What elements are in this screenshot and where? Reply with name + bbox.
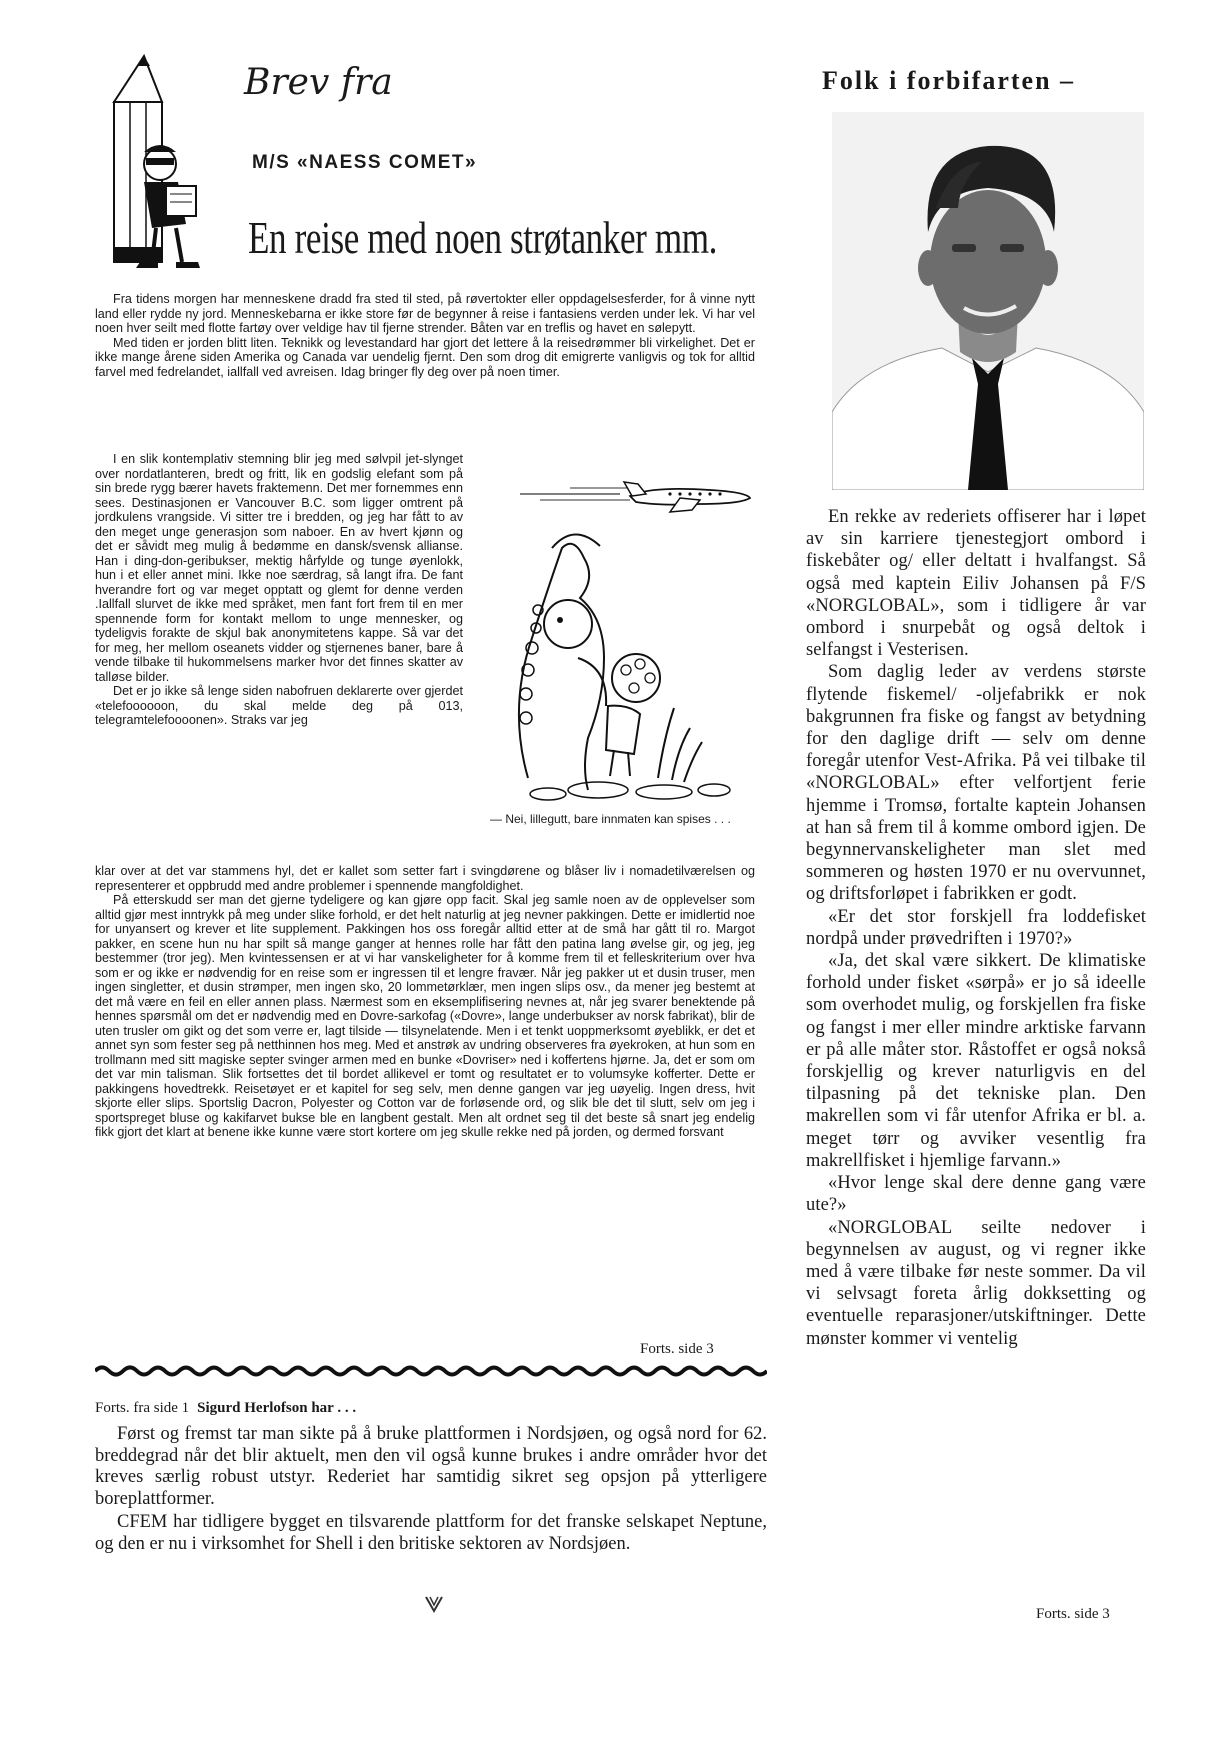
continuation-byline: [95, 1400, 356, 1417]
column-title: Folk i forbifarten –: [822, 66, 1076, 95]
body-paragraph: På etterskudd ser man det gjerne tydeligere og kan gjøre opp facit. Skal jeg samle noen av de opplevelser som alltid gjør mest inntrykk på meg under slike forhold, er det helt naturlig at jeg nevner pakkingen. Dette er imidlertid noe for unyansert og krever et lite supplement. Pakkingen hos oss foregår alltid etter at de små har gått til ro. Margot pakker, en scene hun nu har spilt så mange ganger at hennes rolle har fått den patina lang øvelse gir, og jeg, jeg bestemmer (tror jeg). Men kvintessensen er at vi har vanskeligheter for å komme frem til et felleskriterium over hva som er og ikke er nødvendig for en reise som er ingressen til et lengre fravær. Når jeg pakker ut et dusin truser, men ingen singletter, et dusin strømper, men ingen sko, 20 lommetørklær, men ingen slips osv., da mener jeg bestemt at det må være en feil en eller annen plass. Nærmest som en eksemplifisering nevnes at, når jeg svarer benektende på hennes spørsmål om det er nødvendig med en Dovre-sarkofag («Dovre», lange underbukser av norsk fabrikat), blir de uten trusler om gikt og det som verre er, lagt tilside — tilsynelatende. Men i et tenkt uoppmerksomt øyeblikk, er det et annet syn som fester seg på netthinnen hos meg. Med et anstrøk av undring observeres fra øyekroken, at hun som en trollmann med sitt magiske septer svinger armen med en bunke «Dovriser» ned i koffertens hjørne. Ja, det er som om det var min talisman. Slik fortsettes det til bordet allikevel er tomt og resultatet er to volumsyke kofferter. Dette er pakkingens hovedtrekk. Reisetøyet er et kapitel for seg selv, men denne gangen var jeg uøyelig. Ingen dress, hvit skjorte eller slips. Sportslig Dacron, Polyester og Cotton var de forløsende ord, og slik ble det til slutt, selv om jeg i sportspreget bluse og kakifarvet bukse ble en langbent gestalt. Men alt ordnet seg til det beste så snart jeg endelig fikk gjort det klart at benene ikke kunne være stort kortere om jeg skulle rekke ned på jorden, og dermed forsvant: [95, 893, 755, 1139]
byline-title: Sigurd Herlofson har . . .: [197, 1400, 357, 1416]
article-headline: En reise med noen strøtanker mm.: [248, 213, 718, 263]
byline-prefix: Forts. fra side 1: [95, 1400, 190, 1416]
right-paragraph: «Hvor lenge skal dere denne gang være ute?»: [806, 1173, 1146, 1216]
mother-child-cartoon: [488, 528, 750, 808]
body-paragraph: Det er jo ikke så lenge siden nabofruen deklarerte over gjerdet «telefoooooon, du skal melde deg på 013, telegramtelefoooonen». Straks var jeg: [95, 684, 463, 727]
ship-name: M/S «NAESS COMET»: [252, 152, 478, 173]
intro-paragraph: Fra tidens morgen har menneskene dradd fra sted til sted, på røvertokter eller oppdagelsesferder, for å vinne nytt land eller rydde ny jord. Menneskebarna er ikke store før de begynner å reise i fantasiens verden under lek. Vi har vel noen hver seilt med flotte fartøy over veldige hav til fjerne strender. Båten var en treflis og havet en sølepytt.: [95, 292, 755, 335]
pencil-man-illustration: [100, 52, 212, 274]
company-emblem: [424, 1595, 444, 1613]
continuation-paragraph: Først og fremst tar man sikte på å bruke plattformen i Nordsjøen, og også nord for 62. breddegrad når det blir aktuelt, men den vil også kunne brukes i andre områder hvor det kreves særlig robust utstyr. Rederiet har samtidig sikret seg opsjon på ytterligere boreplattformer.: [95, 1424, 767, 1509]
body-paragraph: klar over at det var stammens hyl, det er kallet som setter fart i svingdørene og blåser liv i nomadetilværelsen og representerer et oppbrudd med andre problemer i spennende mangfoldighet.: [95, 864, 755, 893]
right-column-text: [806, 506, 1146, 1350]
body-paragraph: I en slik kontemplativ stemning blir jeg med sølvpil jet-slynget over nordatlanteren, bredt og fritt, lik en godslig elefant som på sin brede rygg bærer havets fraktemenn. Det mer fornemmes enn sees. Destinasjonen er Vancouver B.C. som ligger omtrent på jordkulens vrangside. Vi sitter tre i bredden, og jeg har fått to av den meget unge generasjon som naboer. En av hvert kjønn og det er såvidt meg mulig å bedømme en dansk/svensk allianse. Han i ding-don-geribukser, mektig hårfylde og tunge øyenlokk, hun i et eller annet mini. Ikke noe særdrag, så langt ifra. De fant hverandre fort og var meget opptatt og glemt for denne verden .Iallfall slurvet de ikke med språket, men fant fort frem til en mer spennende form for kontakt mellom to unge mennesker, og tydeligvis forakte de skjul bak anonymitetens kappe. Så var det for meg, her mellom oseanets vidder og stjernenes baner, bare å vende tilbake til hukommelsens marker hvor det finnes skatter av talløse bilder.: [95, 452, 463, 684]
right-paragraph: «NORGLOBAL seilte nedover i begynnelsen av august, og vi regner ikke med å være tilbake før neste sommer. Da vil vi selvsagt foreta årlig dokksetting og eventuelle reparasjoner/utskiftninger. Dette mønster kommer vi ventelig: [806, 1217, 1146, 1349]
right-paragraph: Som daglig leder av verdens største flytende fiskemel/ -oljefabrikk er nok bakgrunnen fra fiske og fangst av betydning for den daglige drift — selv om denne foregår utenfor Vest-Afrika. På vei tilbake til «NORGLOBAL» efter velfortjent ferie hjemme i Tromsø, fortalte kaptein Johansen at han så frem til å komme ombord igjen. De begynnervanskeligheter man slet med sommeren og høsten 1970 er nu overvunnet, og driftsforløpet i fabrikken er godt.: [806, 662, 1146, 905]
continued-note: Forts. side 3: [640, 1341, 714, 1357]
intro-text: [95, 292, 755, 379]
continuation-text: [95, 1424, 767, 1557]
brev-fra-logo: Brev fra: [244, 62, 393, 103]
continued-note: Forts. side 3: [1036, 1606, 1110, 1622]
continuation-paragraph: CFEM har tidligere bygget en tilsvarende plattform for det franske selskapet Neptune, og den er nu i virksomhet for Shell i den britiske sektoren av Nordsjøen.: [95, 1512, 767, 1554]
wave-divider: [95, 1364, 767, 1378]
airplane-illustration: [520, 476, 752, 516]
right-paragraph: «Er det stor forskjell fra loddefisket nordpå under prøvedriften i 1970?»: [806, 906, 1146, 949]
wide-column-text: [95, 864, 755, 1140]
narrow-column-text: [95, 452, 463, 728]
right-paragraph: «Ja, det skal være sikkert. De klimatiske forhold under fisket «sørpå» er jo så ideelle som overhodet mulig, og forskjellen fra fiske og fangst i mer eller mindre arktiske farvann er på alle måter stor. Råstoffet er også nokså forskjellig og krever naturligvis en del tilpasning på det tekniske plan. Den makrellen som vi får utenfor Afrika er bl. a. meget tørr og avviker vesentlig fra makrellfisket i hjemlige farvann.»: [806, 951, 1146, 1171]
portrait-photo: [832, 112, 1144, 490]
cartoon-caption: — Nei, lillegutt, bare innmaten kan spises . . .: [490, 812, 731, 826]
right-paragraph: En rekke av rederiets offiserer har i løpet av sin karriere tjenestegjort ombord i fiskebåter og/ eller deltatt i hvalfangst. Så også med kaptein Eiliv Johansen på F/S «NORGLOBAL», som i tidligere år var ombord i snurpebåt og også deltok i selfangst i Vesterisen.: [806, 507, 1146, 661]
intro-paragraph: Med tiden er jorden blitt liten. Teknikk og levestandard har gjort det lettere å la reisedrømmer bli virkelighet. Det er ikke mange årene siden Amerika og Canada var uendelig fjernt. Den som drog dit emigrerte vanligvis og tok for alltid farvel med fedrelandet, iallfall ved avreisen. Idag bringer fly deg over på noen timer.: [95, 335, 755, 379]
